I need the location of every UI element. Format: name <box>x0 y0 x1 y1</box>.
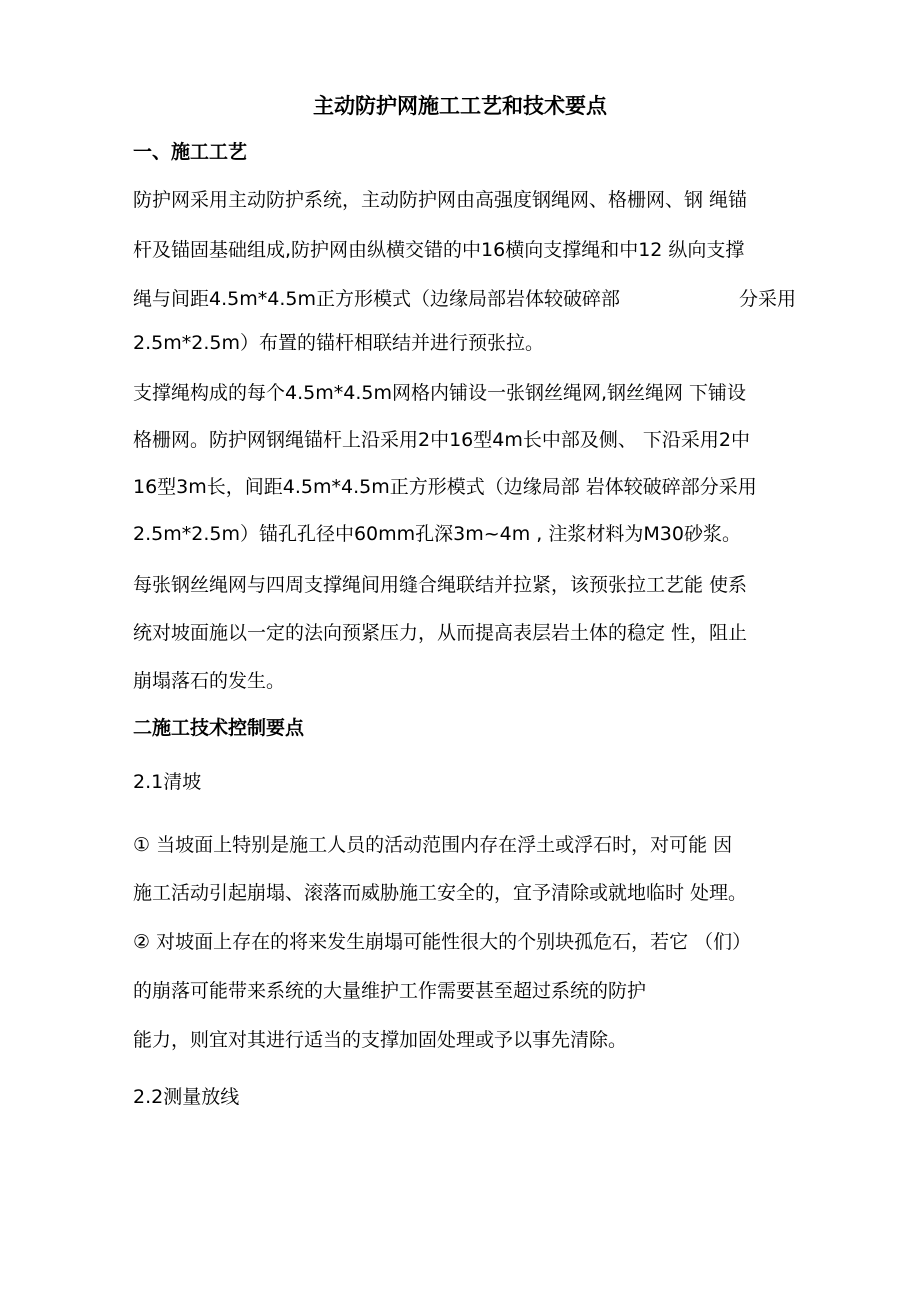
paragraph-line: 2.5m*2.5m）布置的锚杆相联结并进行预张拉。 <box>133 332 544 354</box>
paragraph-line: 格栅网。防护网钢绳锚杆上沿采用2中16型4m长中部及侧、 下沿采用2中 <box>133 429 750 451</box>
paragraph-line: 16型3m长，间距4.5m*4.5m正方形模式（边缘局部 岩体较破碎部分采用 <box>133 476 757 498</box>
list-item-line: 的崩落可能带来系统的大量维护工作需要甚至超过系统的防护 <box>133 980 647 1002</box>
subsection-heading-surveying: 2.2测量放线 <box>133 1086 240 1108</box>
list-item-line: ② 对坡面上存在的将来发生崩塌可能性很大的个别块孤危石，若它 （们） <box>133 931 752 953</box>
document-title: 主动防护网施工工艺和技术要点 <box>313 94 607 118</box>
paragraph-line: 防护网采用主动防护系统，主动防护网由高强度钢绳网、格栅网、钢 绳锚 <box>133 189 748 211</box>
paragraph-line: 统对坡面施以一定的法向预紧压力，从而提高表层岩土体的稳定 性，阻止 <box>133 622 748 644</box>
section-heading-construction-process: 一、施工工艺 <box>133 141 248 163</box>
paragraph-line: 崩塌落石的发生。 <box>133 670 286 692</box>
paragraph-line: 每张钢丝绳网与四周支撑绳间用缝合绳联结并拉紧，该预张拉工艺能 使系 <box>133 574 748 596</box>
paragraph-line: 支撑绳构成的每个4.5m*4.5m网格内铺设一张钢丝绳网,钢丝绳网 下铺设 <box>133 382 747 404</box>
paragraph-line: 2.5m*2.5m）锚孔孔径中60mm孔深3m~4m , 注浆材料为M30砂浆。 <box>133 523 741 545</box>
list-item-line: 能力，则宜对其进行适当的支撑加固处理或予以事先清除。 <box>133 1029 628 1051</box>
list-item-line: 施工活动引起崩塌、滚落而威胁施工安全的，宜予清除或就地临时 处理。 <box>133 882 748 904</box>
subsection-heading-slope-clearing: 2.1清坡 <box>133 771 202 793</box>
paragraph-line: 杆及锚固基础组成,防护网由纵横交错的中16横向支撑绳和中12 纵向支撑 <box>133 239 745 261</box>
list-item-line: ① 当坡面上特别是施工人员的活动范围内存在浮土或浮石时，对可能 因 <box>133 834 733 856</box>
paragraph-line: 绳与间距4.5m*4.5m正方形模式（边缘局部岩体较破碎部 <box>133 288 620 310</box>
section-heading-technical-points: 二施工技术控制要点 <box>133 717 305 739</box>
paragraph-line-tail: 分采用 <box>739 288 797 310</box>
